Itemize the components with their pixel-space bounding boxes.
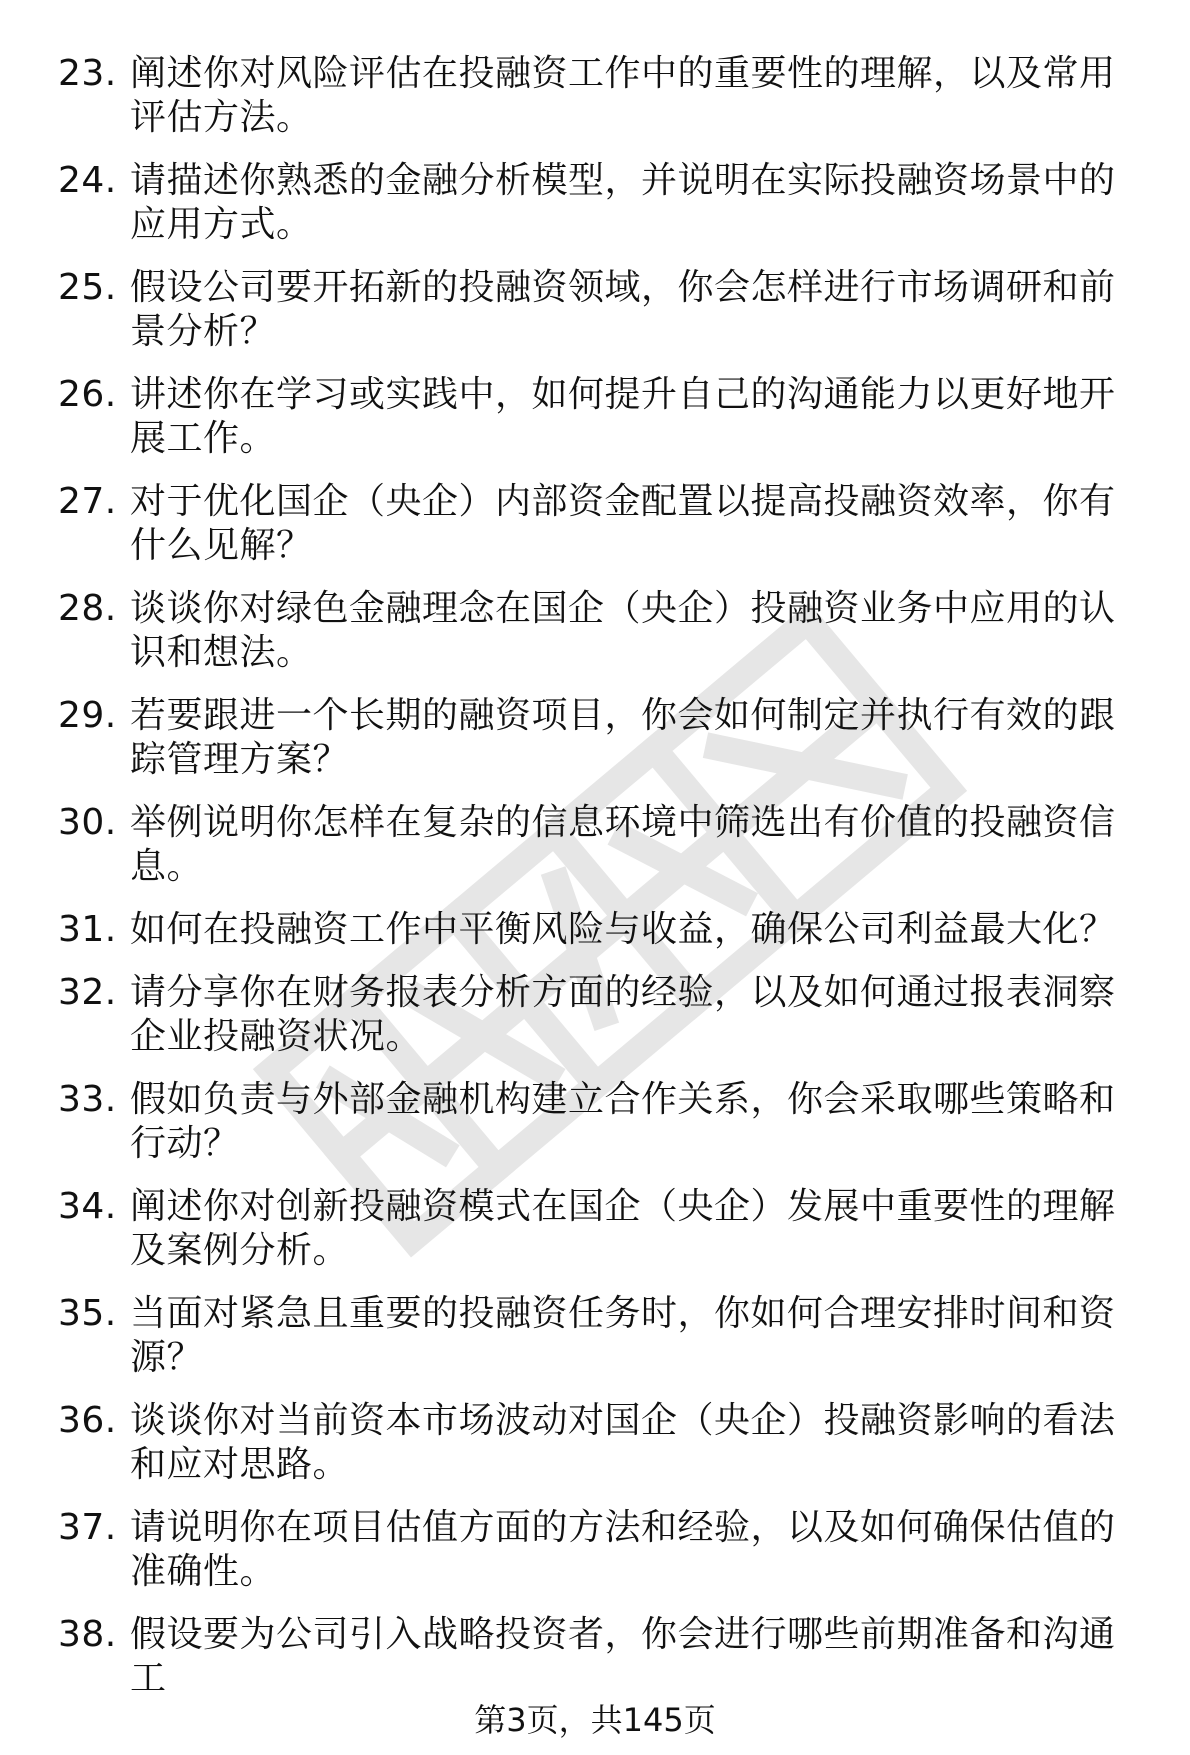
question-text: 假设公司要开拓新的投融资领域，你会怎样进行市场调研和前景分析？	[130, 267, 1116, 352]
page-footer	[0, 1700, 1190, 1740]
question-number: 26.	[58, 374, 117, 415]
question-number: 28.	[58, 588, 117, 629]
question-number: 34.	[58, 1186, 117, 1227]
question-number: 31.	[58, 909, 117, 950]
question-text: 请描述你熟悉的金融分析模型，并说明在实际投融资场景中的应用方式。	[130, 160, 1116, 245]
question-number: 30.	[58, 802, 117, 843]
question-number: 29.	[58, 695, 117, 736]
question-item	[58, 1399, 1148, 1487]
question-text: 假如负责与外部金融机构建立合作关系，你会采取哪些策略和行动？	[130, 1079, 1116, 1164]
question-text: 谈谈你对绿色金融理念在国企（央企）投融资业务中应用的认识和想法。	[130, 588, 1116, 673]
question-number: 32.	[58, 972, 117, 1013]
question-item	[58, 1078, 1148, 1166]
question-text: 阐述你对创新投融资模式在国企（央企）发展中重要性的理解及案例分析。	[130, 1186, 1116, 1271]
question-text: 若要跟进一个长期的融资项目，你会如何制定并执行有效的跟踪管理方案？	[130, 695, 1116, 780]
question-item	[58, 1613, 1148, 1701]
question-number: 23.	[58, 53, 117, 94]
question-item	[58, 52, 1148, 140]
question-item	[58, 266, 1148, 354]
question-number: 37.	[58, 1507, 117, 1548]
question-number: 38.	[58, 1614, 117, 1655]
question-text: 讲述你在学习或实践中，如何提升自己的沟通能力以更好地开展工作。	[130, 374, 1116, 459]
question-number: 36.	[58, 1400, 117, 1441]
question-text: 请分享你在财务报表分析方面的经验，以及如何通过报表洞察企业投融资状况。	[130, 972, 1116, 1057]
question-text: 举例说明你怎样在复杂的信息环境中筛选出有价值的投融资信息。	[130, 802, 1116, 887]
question-number: 27.	[58, 481, 117, 522]
question-text: 假设要为公司引入战略投资者，你会进行哪些前期准备和沟通工	[130, 1614, 1116, 1699]
question-text: 当面对紧急且重要的投融资任务时，你如何合理安排时间和资源？	[130, 1293, 1116, 1378]
question-number: 25.	[58, 267, 117, 308]
question-item	[58, 373, 1148, 461]
question-item	[58, 1506, 1148, 1594]
question-item	[58, 694, 1148, 782]
question-list	[58, 52, 1148, 1720]
question-number: 35.	[58, 1293, 117, 1334]
question-item	[58, 587, 1148, 675]
question-text: 对于优化国企（央企）内部资金配置以提高投融资效率，你有什么见解？	[130, 481, 1116, 566]
question-item	[58, 971, 1148, 1059]
question-text: 谈谈你对当前资本市场波动对国企（央企）投融资影响的看法和应对思路。	[130, 1400, 1116, 1485]
question-item	[58, 908, 1148, 952]
question-number: 33.	[58, 1079, 117, 1120]
question-item	[58, 159, 1148, 247]
question-text: 请说明你在项目估值方面的方法和经验，以及如何确保估值的准确性。	[130, 1507, 1116, 1592]
question-item	[58, 480, 1148, 568]
question-number: 24.	[58, 160, 117, 201]
question-item	[58, 801, 1148, 889]
question-text: 如何在投融资工作中平衡风险与收益，确保公司利益最大化？	[130, 909, 1116, 950]
question-item	[58, 1292, 1148, 1380]
question-text: 阐述你对风险评估在投融资工作中的重要性的理解，以及常用评估方法。	[130, 53, 1116, 138]
question-item	[58, 1185, 1148, 1273]
page-number-label: 第3页，共145页	[474, 1701, 716, 1739]
